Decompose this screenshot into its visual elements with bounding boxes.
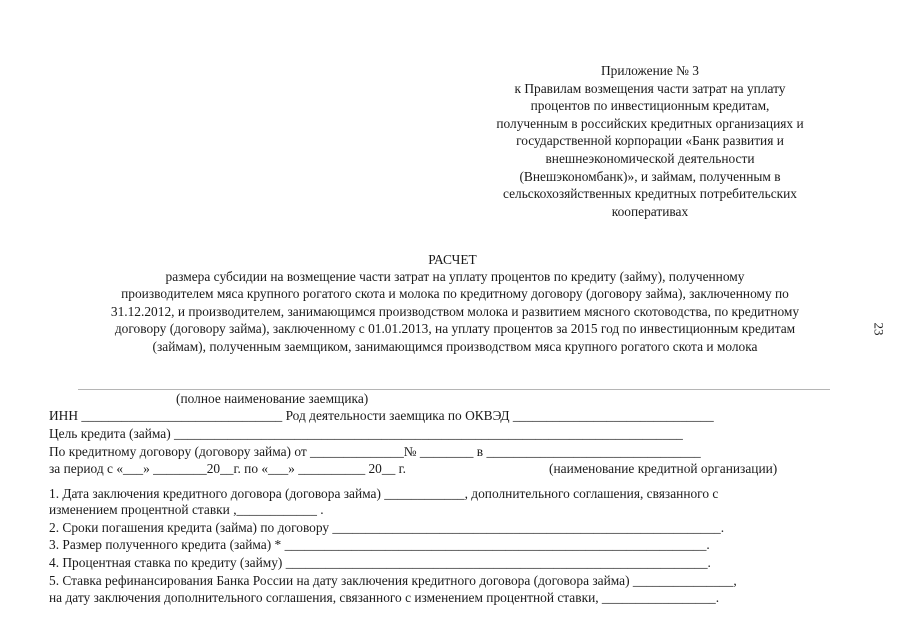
credit-purpose-line: Цель кредита (займа) ____________________________________________________________________________ bbox=[49, 426, 683, 441]
document-title: РАСЧЕТ bbox=[428, 252, 477, 267]
subtitle-line: (займам), полученным заемщиком, занимающимся производством мяса крупного рогатого скота и молока bbox=[152, 338, 758, 354]
appendix-line: к Правилам возмещения части затрат на уплату bbox=[514, 80, 786, 96]
inn-line: ИНН ______________________________ Род деятельности заемщика по ОКВЭД ______________________________ bbox=[49, 408, 714, 423]
item-line: 4. Процентная ставка по кредиту (займу) _______________________________________________________________. bbox=[49, 555, 711, 570]
subtitle-line: договору (договору займа), заключенному с 01.01.2013, на уплату процентов за 2015 год по инвестиционным кредитам bbox=[114, 321, 796, 337]
contract-line: По кредитному договору (договору займа) от ______________№ ________ в ________________________________ bbox=[49, 444, 701, 459]
item-line: изменением процентной ставки ,____________ . bbox=[49, 502, 324, 517]
document-subtitle bbox=[40, 268, 870, 355]
item-line: на дату заключения дополнительного соглашения, связанного с изменением процентной ставки, _________________. bbox=[49, 590, 720, 605]
appendix-line: сельскохозяйственных кредитных потребительских bbox=[502, 186, 798, 202]
appendix-line: Приложение № 3 bbox=[600, 63, 700, 78]
item-line: 2. Сроки погашения кредита (займа) по договору __________________________________________________________. bbox=[49, 520, 725, 535]
item-line: 5. Ставка рефинансирования Банка России на дату заключения кредитного договора (договора займа) _______________, bbox=[49, 573, 737, 588]
appendix-line: кооперативах bbox=[611, 203, 689, 219]
appendix-line: полученным в российских кредитных организациях и bbox=[496, 115, 804, 131]
appendix-line: (Внешэкономбанк)», и займам, полученным в bbox=[519, 168, 781, 184]
borrower-name-caption: (полное наименование заемщика) bbox=[176, 391, 369, 406]
appendix-line: процентов по инвестиционным кредитам, bbox=[530, 98, 770, 114]
period-line: за период с «___» ________20__г. по «___» __________ 20__ г. bbox=[49, 461, 406, 476]
borrower-name-line bbox=[78, 389, 830, 390]
subtitle-line: производителем мяса крупного рогатого скота и молока по кредитному договору (договору займа), заключенному по bbox=[121, 286, 789, 302]
item-line: 3. Размер полученного кредита (займа) * _______________________________________________________________. bbox=[49, 537, 710, 552]
appendix-line: внешнеэкономической деятельности bbox=[545, 150, 755, 166]
subtitle-line: размера субсидии на возмещение части затрат на уплату процентов по кредиту (займу), полученному bbox=[165, 269, 745, 284]
subtitle-line: 31.12.2012, и производителем, занимающимся производством молока и развитием мясного скотоводства, по кредитному bbox=[110, 303, 800, 319]
appendix-header bbox=[460, 62, 840, 220]
bank-name-caption: (наименование кредитной организации) bbox=[549, 461, 778, 476]
item-line: 1. Дата заключения кредитного договора (договора займа) ____________, дополнительного соглашения, связанного с bbox=[49, 486, 719, 501]
page-number: 23 bbox=[871, 322, 887, 336]
appendix-line: государственной корпорации «Банк развития и bbox=[516, 133, 784, 149]
